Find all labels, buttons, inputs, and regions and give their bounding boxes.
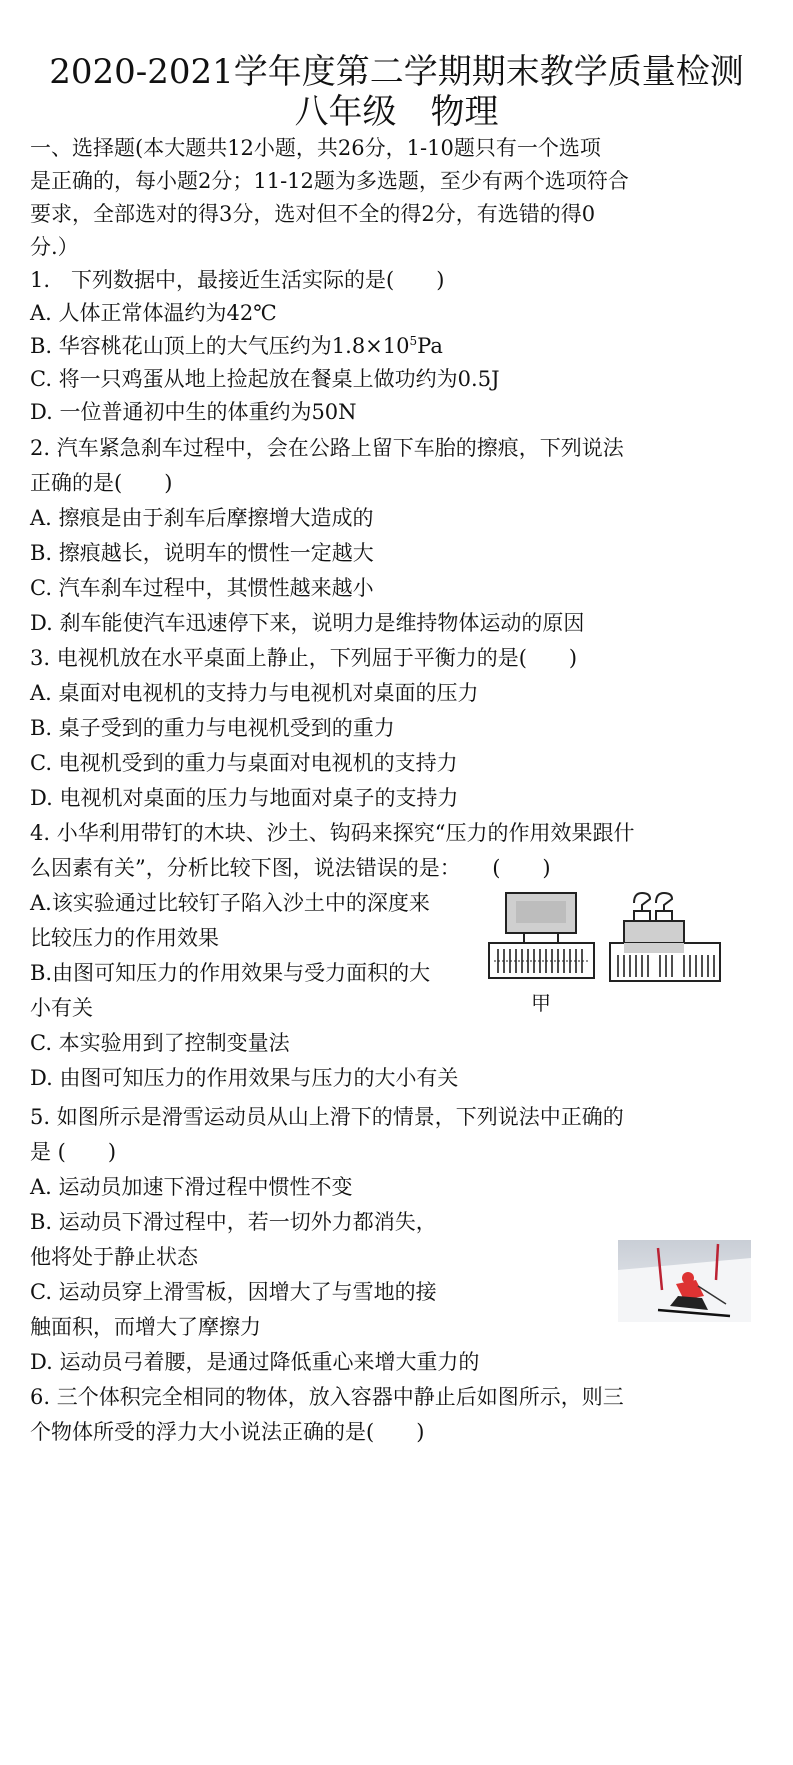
question-2-stem: 2. 汽车紧急刹车过程中，会在公路上留下车胎的擦痕，下列说法: [30, 436, 624, 460]
exam-title: 2020-2021学年度第二学期期末教学质量检测: [49, 52, 744, 92]
question-4-option-b: 小有关: [30, 996, 93, 1020]
figure-label-jia: 甲: [531, 991, 551, 1015]
question-4-option-a: 比较压力的作用效果: [30, 926, 219, 950]
question-5-option-b: B. 运动员下滑过程中，若一切外力都消失，: [30, 1210, 437, 1234]
question-5-option-a: A. 运动员加速下滑过程中惯性不变: [30, 1175, 353, 1199]
question-6-stem: 个物体所受的浮力大小说法正确的是( ): [30, 1420, 425, 1444]
exponent: 5: [409, 334, 418, 348]
question-1-stem: 1. 下列数据中，最接近生活实际的是( ): [30, 268, 445, 292]
question-6-stem: 6. 三个体积完全相同的物体，放入容器中静止后如图所示，则三: [30, 1385, 624, 1409]
skier-photo: [618, 1240, 751, 1322]
question-1-option-d: D. 一位普通初中生的体重约为50N: [30, 400, 357, 424]
question-3-stem: 3. 电视机放在水平桌面上静止，下列屈于平衡力的是( ): [30, 646, 578, 670]
question-5-option-b: 他将处于静止状态: [30, 1245, 198, 1269]
question-2-option-c: C. 汽车刹车过程中，其惯性越来越小: [30, 576, 374, 600]
question-5-stem: 5. 如图所示是滑雪运动员从山上滑下的情景，下列说法中正确的: [30, 1105, 624, 1129]
exam-subtitle: 八年级 物理: [294, 92, 499, 132]
question-5-stem: 是 ( ): [30, 1140, 117, 1164]
question-5-option-d: D. 运动员弓着腰，是通过降低重心来增大重力的: [30, 1350, 480, 1374]
section-instructions-line: 要求，全部选对的得3分，选对但不全的得2分，有选错的得0: [30, 202, 596, 226]
question-2-option-a: A. 擦痕是由于刹车后摩擦增大造成的: [30, 506, 374, 530]
question-1-option-c: C. 将一只鸡蛋从地上捡起放在餐桌上做功约为0.5J: [30, 367, 500, 391]
section-instructions-line: 分.）: [30, 235, 79, 259]
question-3-option-d: D. 电视机对桌面的压力与地面对桌子的支持力: [30, 786, 459, 810]
question-5-option-c: C. 运动员穿上滑雪板，因增大了与雪地的接: [30, 1280, 437, 1304]
question-1-option-a: A. 人体正常体温约为42℃: [30, 301, 277, 325]
section-instructions-line: 一、选择题(本大题共12小题，共26分，1-10题只有一个选项: [30, 136, 601, 160]
question-4-stem: 么因素有关”，分析比较下图，说法错误的是： ( ): [30, 856, 551, 880]
section-instructions-line: 是正确的，每小题2分；11-12题为多选题，至少有两个选项符合: [30, 169, 629, 193]
unit: Pa: [417, 334, 443, 358]
question-2-stem: 正确的是( ): [30, 471, 173, 495]
question-2-option-d: D. 刹车能使汽车迅速停下来，说明力是维持物体运动的原因: [30, 611, 585, 635]
question-3-option-a: A. 桌面对电视机的支持力与电视机对桌面的压力: [30, 681, 479, 705]
question-5-option-c: 触面积，而增大了摩擦力: [30, 1315, 261, 1339]
setup-right: [610, 893, 720, 981]
pressure-experiment-figure: [484, 885, 734, 1015]
setup-left: [489, 893, 594, 978]
question-4-stem: 4. 小华利用带钉的木块、沙土、钩码来探究“压力的作用效果跟什: [30, 821, 635, 845]
question-4-option-b: B.由图可知压力的作用效果与受力面积的大: [30, 961, 431, 985]
question-4-option-a: A.该实验通过比较钉子陷入沙土中的深度来: [30, 891, 430, 915]
question-2-option-b: B. 擦痕越长，说明车的惯性一定越大: [30, 541, 374, 565]
question-4-option-d: D. 由图可知压力的作用效果与压力的大小有关: [30, 1066, 459, 1090]
option-b-text: B. 华容桃花山顶上的大气压约为1.8×10: [30, 334, 410, 358]
question-3-option-c: C. 电视机受到的重力与桌面对电视机的支持力: [30, 751, 458, 775]
question-1-option-b: [30, 331, 443, 361]
question-4-option-c: C. 本实验用到了控制变量法: [30, 1031, 290, 1055]
question-3-option-b: B. 桌子受到的重力与电视机受到的重力: [30, 716, 395, 740]
